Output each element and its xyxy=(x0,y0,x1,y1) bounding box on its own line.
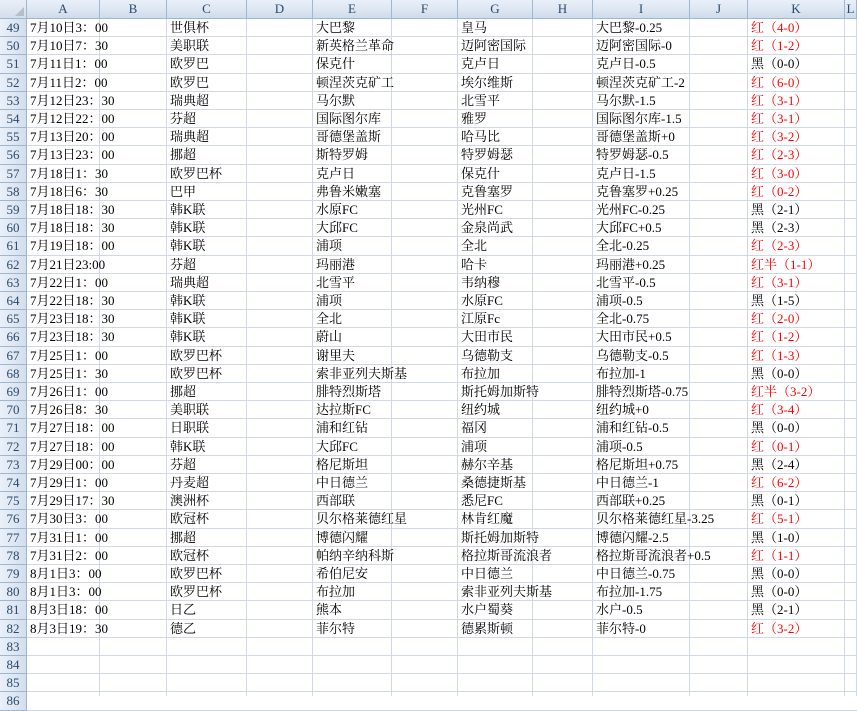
cell-K55[interactable]: 红（3-2） xyxy=(751,129,808,145)
cell-C75[interactable]: 澳洲杯 xyxy=(170,493,210,509)
cell-G80[interactable]: 索非亚列夫斯基 xyxy=(461,584,553,600)
cell-C67[interactable]: 欧罗巴杯 xyxy=(170,347,223,363)
cell-I74[interactable]: 中日德兰-1 xyxy=(596,475,659,490)
cell-G78[interactable]: 格拉斯哥流浪者 xyxy=(461,547,553,563)
cell-E55[interactable]: 哥德堡盖斯 xyxy=(316,129,382,145)
cell-I81[interactable]: 水户-0.5 xyxy=(596,602,643,618)
cell-I54[interactable]: 国际图尔库-1.5 xyxy=(596,111,682,126)
gridline-horizontal xyxy=(27,164,857,165)
cell-K80[interactable]: 黑（0-0） xyxy=(751,584,808,600)
row-header-68[interactable]: 68 xyxy=(0,365,27,383)
cell-A60[interactable]: 7月18日18：30 xyxy=(30,220,115,236)
cell-A50[interactable]: 7月10日7：30 xyxy=(30,38,109,54)
gridline-horizontal xyxy=(27,437,857,438)
cell-G66[interactable]: 大田市民 xyxy=(461,329,514,345)
cell-G56[interactable]: 特罗姆瑟 xyxy=(461,147,514,163)
cell-K72[interactable]: 红（0-1） xyxy=(751,438,808,454)
gridline-horizontal xyxy=(27,691,857,692)
gridline-horizontal xyxy=(27,637,857,638)
cell-G65[interactable]: 江原Fc xyxy=(461,311,501,327)
row-header-79[interactable]: 79 xyxy=(0,565,27,583)
row-header-77[interactable]: 77 xyxy=(0,529,27,547)
cell-A53[interactable]: 7月12日23：30 xyxy=(30,92,115,108)
cell-K64[interactable]: 黑（1-5） xyxy=(751,293,808,308)
cell-C80[interactable]: 欧罗巴杯 xyxy=(170,584,223,600)
cell-K75[interactable]: 黑（0-1） xyxy=(751,493,808,509)
cell-I55[interactable]: 哥德堡盖斯+0 xyxy=(596,129,675,145)
row-header-62[interactable]: 62 xyxy=(0,256,27,274)
row-header-82[interactable]: 82 xyxy=(0,620,27,638)
cell-A55[interactable]: 7月13日20：00 xyxy=(30,129,115,145)
cell-C50[interactable]: 美职联 xyxy=(170,38,210,54)
cell-I52[interactable]: 顿涅茨克矿工-2 xyxy=(596,74,685,90)
cell-K71[interactable]: 黑（0-0） xyxy=(751,420,808,436)
cell-I67[interactable]: 乌德勒支-0.5 xyxy=(596,347,669,363)
cell-I68[interactable]: 布拉加-1 xyxy=(596,365,646,381)
cell-I71[interactable]: 浦和红钻-0.5 xyxy=(596,420,669,436)
row-header-72[interactable]: 72 xyxy=(0,438,27,456)
cell-I66[interactable]: 大田市民+0.5 xyxy=(596,329,672,345)
cell-A57[interactable]: 7月18日1：30 xyxy=(30,165,109,181)
cell-I56[interactable]: 特罗姆瑟-0.5 xyxy=(596,147,669,163)
cell-E73[interactable]: 格尼斯坦 xyxy=(316,456,369,472)
cell-G62[interactable]: 哈卡 xyxy=(461,256,488,272)
cell-G63[interactable]: 韦纳穆 xyxy=(461,274,501,290)
cell-C65[interactable]: 韩K联 xyxy=(170,311,206,327)
cell-E67[interactable]: 谢里夫 xyxy=(316,347,356,363)
cell-I49[interactable]: 大巴黎-0.25 xyxy=(596,20,663,35)
cell-K77[interactable]: 黑（1-0） xyxy=(751,529,808,545)
row-header-56[interactable]: 56 xyxy=(0,146,27,164)
gridline-horizontal xyxy=(27,364,857,365)
cell-I58[interactable]: 克鲁塞罗+0.25 xyxy=(596,183,679,199)
cell-K51[interactable]: 黑（0-0） xyxy=(751,56,808,72)
cell-K58[interactable]: 红（0-2） xyxy=(751,183,808,199)
row-header-70[interactable]: 70 xyxy=(0,401,27,419)
cell-E57[interactable]: 克卢日 xyxy=(316,165,356,181)
row-header-53[interactable]: 53 xyxy=(0,92,27,110)
cell-A74[interactable]: 7月29日1：00 xyxy=(30,475,109,490)
cell-C77[interactable]: 挪超 xyxy=(170,529,197,545)
cell-E77[interactable]: 博德闪耀 xyxy=(316,529,369,545)
gridline-horizontal xyxy=(27,473,857,474)
cell-A79[interactable]: 8月1日3：00 xyxy=(30,566,102,581)
cell-C57[interactable]: 欧罗巴杯 xyxy=(170,165,223,181)
cell-K66[interactable]: 红（1-2） xyxy=(751,329,808,345)
cell-E66[interactable]: 蔚山 xyxy=(316,329,343,345)
cell-A63[interactable]: 7月22日1：00 xyxy=(30,274,109,290)
gridline-horizontal xyxy=(27,400,857,401)
cell-K49[interactable]: 红（4-0） xyxy=(751,20,808,35)
cell-C72[interactable]: 韩K联 xyxy=(170,438,206,454)
gridline-horizontal xyxy=(27,418,857,419)
cell-K62[interactable]: 红半（1-1） xyxy=(751,256,821,272)
cell-K54[interactable]: 红（3-1） xyxy=(751,111,808,126)
cell-G57[interactable]: 保克什 xyxy=(461,165,501,181)
cell-G75[interactable]: 悉尼FC xyxy=(461,493,503,509)
cell-I53[interactable]: 马尔默-1.5 xyxy=(596,92,656,108)
cell-I61[interactable]: 全北-0.25 xyxy=(596,238,650,254)
cell-K67[interactable]: 红（1-3） xyxy=(751,347,808,363)
cell-G55[interactable]: 哈马比 xyxy=(461,129,501,145)
cell-K68[interactable]: 黑（0-0） xyxy=(751,365,808,381)
row-header-55[interactable]: 55 xyxy=(0,128,27,146)
gridline-horizontal xyxy=(27,600,857,601)
cell-C60[interactable]: 韩K联 xyxy=(170,220,206,236)
cell-C66[interactable]: 韩K联 xyxy=(170,329,206,345)
cell-A82[interactable]: 8月3日19：30 xyxy=(30,620,109,636)
cell-I62[interactable]: 玛丽港+0.25 xyxy=(596,256,666,272)
cell-E69[interactable]: 腓特烈斯塔 xyxy=(316,384,382,399)
cell-E51[interactable]: 保克什 xyxy=(316,56,356,72)
row-header-84[interactable]: 84 xyxy=(0,656,27,674)
cell-G54[interactable]: 雅罗 xyxy=(461,111,488,126)
cell-A66[interactable]: 7月23日18：30 xyxy=(30,329,115,345)
cell-C82[interactable]: 德乙 xyxy=(170,620,197,636)
gridline-horizontal xyxy=(27,182,857,183)
row-header-64[interactable]: 64 xyxy=(0,292,27,310)
cell-E59[interactable]: 水原FC xyxy=(316,202,358,217)
cell-C54[interactable]: 芬超 xyxy=(170,111,197,126)
cell-A64[interactable]: 7月22日18：30 xyxy=(30,293,115,308)
cell-E64[interactable]: 浦项 xyxy=(316,293,343,308)
cell-G81[interactable]: 水户蜀葵 xyxy=(461,602,514,618)
column-header-D[interactable]: D xyxy=(247,0,313,19)
cell-A69[interactable]: 7月26日1：00 xyxy=(30,384,109,399)
cell-A81[interactable]: 8月3日18：00 xyxy=(30,602,109,618)
cell-A72[interactable]: 7月27日18：00 xyxy=(30,438,115,454)
gridline-horizontal xyxy=(27,73,857,74)
cell-A62[interactable]: 7月21日23:00 xyxy=(30,256,106,272)
gridline-horizontal xyxy=(27,236,857,237)
row-header-71[interactable]: 71 xyxy=(0,419,27,437)
cell-C59[interactable]: 韩K联 xyxy=(170,202,206,217)
cell-C64[interactable]: 韩K联 xyxy=(170,293,206,308)
cell-G71[interactable]: 福冈 xyxy=(461,420,488,436)
select-all-triangle-icon xyxy=(15,7,24,16)
cell-G53[interactable]: 北雪平 xyxy=(461,92,501,108)
row-header-86[interactable]: 86 xyxy=(0,692,27,710)
cell-E74[interactable]: 中日德兰 xyxy=(316,475,369,490)
cell-E58[interactable]: 弗鲁米嫩塞 xyxy=(316,183,382,199)
cell-K57[interactable]: 红（3-0） xyxy=(751,165,808,181)
column-header-A[interactable]: A xyxy=(27,0,100,19)
gridline-horizontal xyxy=(27,509,857,510)
cell-G50[interactable]: 迈阿密国际 xyxy=(461,38,527,54)
cell-I79[interactable]: 中日德兰-0.75 xyxy=(596,566,676,581)
cell-A73[interactable]: 7月29日00：00 xyxy=(30,456,115,472)
cell-C73[interactable]: 芬超 xyxy=(170,456,197,472)
row-header-65[interactable]: 65 xyxy=(0,310,27,328)
cell-G49[interactable]: 皇马 xyxy=(461,20,488,35)
cell-I57[interactable]: 克卢日-1.5 xyxy=(596,165,656,181)
cell-C61[interactable]: 韩K联 xyxy=(170,238,206,254)
gridline-horizontal xyxy=(27,382,857,383)
row-header-59[interactable]: 59 xyxy=(0,201,27,219)
row-header-80[interactable]: 80 xyxy=(0,583,27,601)
gridline-horizontal xyxy=(27,36,857,37)
cell-G76[interactable]: 林肯红魔 xyxy=(461,511,514,527)
cell-A75[interactable]: 7月29日17：30 xyxy=(30,493,115,509)
cell-E79[interactable]: 希伯尼安 xyxy=(316,566,369,581)
gridline-horizontal xyxy=(27,255,857,256)
gridline-horizontal xyxy=(27,710,857,711)
cell-E54[interactable]: 国际图尔库 xyxy=(316,111,382,126)
cells-area xyxy=(27,19,857,696)
cell-C68[interactable]: 欧罗巴杯 xyxy=(170,365,223,381)
column-header-B[interactable]: B xyxy=(100,0,167,19)
gridline-horizontal xyxy=(27,528,857,529)
gridline-vertical xyxy=(246,19,247,696)
cell-K81[interactable]: 黑（2-1） xyxy=(751,602,808,618)
cell-E56[interactable]: 斯特罗姆 xyxy=(316,147,369,163)
cell-C71[interactable]: 日职联 xyxy=(170,420,210,436)
cell-C63[interactable]: 瑞典超 xyxy=(170,274,210,290)
cell-C55[interactable]: 瑞典超 xyxy=(170,129,210,145)
cell-A71[interactable]: 7月27日18：00 xyxy=(30,420,115,436)
cell-G58[interactable]: 克鲁塞罗 xyxy=(461,183,514,199)
gridline-horizontal xyxy=(27,54,857,55)
cell-K53[interactable]: 红（3-1） xyxy=(751,92,808,108)
gridline-horizontal xyxy=(27,109,857,110)
gridline-horizontal xyxy=(27,655,857,656)
cell-E62[interactable]: 玛丽港 xyxy=(316,256,356,272)
cell-G79[interactable]: 中日德兰 xyxy=(461,566,514,581)
cell-K61[interactable]: 红（2-3） xyxy=(751,238,808,254)
cell-G52[interactable]: 埃尔维斯 xyxy=(461,74,514,90)
row-header-57[interactable]: 57 xyxy=(0,165,27,183)
cell-I50[interactable]: 迈阿密国际-0 xyxy=(596,38,672,54)
cell-G72[interactable]: 浦项 xyxy=(461,438,488,454)
cell-A76[interactable]: 7月30日3：00 xyxy=(30,511,109,527)
cell-G70[interactable]: 纽约城 xyxy=(461,402,501,418)
cell-C52[interactable]: 欧罗巴 xyxy=(170,74,210,90)
cell-I80[interactable]: 布拉加-1.75 xyxy=(596,584,663,600)
cell-E72[interactable]: 大邱FC xyxy=(316,438,358,454)
cell-A77[interactable]: 7月31日1：00 xyxy=(30,529,109,545)
cell-I82[interactable]: 菲尔特-0 xyxy=(596,620,646,636)
cell-G60[interactable]: 金泉尚武 xyxy=(461,220,514,236)
cell-C56[interactable]: 挪超 xyxy=(170,147,197,163)
row-header-75[interactable]: 75 xyxy=(0,492,27,510)
gridline-vertical xyxy=(689,19,690,696)
cell-G77[interactable]: 斯托姆加斯特 xyxy=(461,529,540,545)
cell-K69[interactable]: 红半（3-2） xyxy=(751,384,821,399)
cell-C58[interactable]: 巴甲 xyxy=(170,183,197,199)
cell-G82[interactable]: 德累斯顿 xyxy=(461,620,514,636)
row-header-85[interactable]: 85 xyxy=(0,674,27,692)
cell-G74[interactable]: 桑德捷斯基 xyxy=(461,475,527,490)
cell-E75[interactable]: 西部联 xyxy=(316,493,356,509)
gridline-horizontal xyxy=(27,291,857,292)
cell-C53[interactable]: 瑞典超 xyxy=(170,92,210,108)
cell-C51[interactable]: 欧罗巴 xyxy=(170,56,210,72)
cell-E80[interactable]: 布拉加 xyxy=(316,584,356,600)
cell-G51[interactable]: 克卢日 xyxy=(461,56,501,72)
row-header-51[interactable]: 51 xyxy=(0,55,27,73)
row-header-66[interactable]: 66 xyxy=(0,328,27,346)
cell-K76[interactable]: 红（5-1） xyxy=(751,511,808,527)
cell-I69[interactable]: 腓特烈斯塔-0.75 xyxy=(596,384,689,399)
cell-I70[interactable]: 纽约城+0 xyxy=(596,402,649,418)
cell-C74[interactable]: 丹麦超 xyxy=(170,475,210,490)
cell-C62[interactable]: 芬超 xyxy=(170,256,197,272)
gridline-horizontal xyxy=(27,273,857,274)
cell-I65[interactable]: 全北-0.75 xyxy=(596,311,650,327)
cell-I63[interactable]: 北雪平-0.5 xyxy=(596,274,656,290)
cell-A70[interactable]: 7月26日8：30 xyxy=(30,402,109,418)
gridline-horizontal xyxy=(27,346,857,347)
cell-C81[interactable]: 日乙 xyxy=(170,602,197,618)
row-header-63[interactable]: 63 xyxy=(0,274,27,292)
row-header-50[interactable]: 50 xyxy=(0,37,27,55)
cell-I77[interactable]: 博德闪耀-2.5 xyxy=(596,529,669,545)
gridline-horizontal xyxy=(27,200,857,201)
row-header-83[interactable]: 83 xyxy=(0,638,27,656)
row-header-60[interactable]: 60 xyxy=(0,219,27,237)
cell-E52[interactable]: 顿涅茨克矿工 xyxy=(316,74,395,90)
gridline-horizontal xyxy=(27,673,857,674)
cell-I78[interactable]: 格拉斯哥流浪者+0.5 xyxy=(596,547,711,563)
row-header-69[interactable]: 69 xyxy=(0,383,27,401)
cell-I59[interactable]: 光州FC-0.25 xyxy=(596,202,665,217)
cell-K65[interactable]: 红（2-0） xyxy=(751,311,808,327)
column-header-J[interactable]: J xyxy=(690,0,748,19)
cell-E76[interactable]: 贝尔格莱德红星 xyxy=(316,511,408,527)
cell-E65[interactable]: 全北 xyxy=(316,311,343,327)
gridline-horizontal xyxy=(27,564,857,565)
gridline-horizontal xyxy=(27,327,857,328)
cell-C79[interactable]: 欧罗巴杯 xyxy=(170,566,223,581)
cell-A80[interactable]: 8月1日3：00 xyxy=(30,584,102,600)
row-header-67[interactable]: 67 xyxy=(0,347,27,365)
column-header-L[interactable]: L xyxy=(845,0,857,19)
cell-G64[interactable]: 水原FC xyxy=(461,293,503,308)
column-header-G[interactable]: G xyxy=(458,0,533,19)
gridline-vertical xyxy=(844,19,845,696)
cell-K50[interactable]: 红（1-2） xyxy=(751,38,808,54)
cell-G73[interactable]: 赫尔辛基 xyxy=(461,456,514,472)
cell-E82[interactable]: 菲尔特 xyxy=(316,620,356,636)
gridline-horizontal xyxy=(27,127,857,128)
gridline-horizontal xyxy=(27,218,857,219)
cell-K52[interactable]: 红（6-0） xyxy=(751,74,808,90)
cell-A68[interactable]: 7月25日1：30 xyxy=(30,365,109,381)
cell-C49[interactable]: 世俱杯 xyxy=(170,20,210,35)
cell-K74[interactable]: 红（6-2） xyxy=(751,475,808,490)
gridline-horizontal xyxy=(27,582,857,583)
cell-K63[interactable]: 红（3-1） xyxy=(751,274,808,290)
cell-E68[interactable]: 索非亚列夫斯基 xyxy=(316,365,408,381)
gridline-horizontal xyxy=(27,491,857,492)
cell-G61[interactable]: 全北 xyxy=(461,238,488,254)
cell-E60[interactable]: 大邱FC xyxy=(316,220,358,236)
column-header-I[interactable]: I xyxy=(593,0,690,19)
gridline-horizontal xyxy=(27,619,857,620)
cell-A59[interactable]: 7月18日18：30 xyxy=(30,202,115,217)
cell-I51[interactable]: 克卢日-0.5 xyxy=(596,56,656,72)
cell-E63[interactable]: 北雪平 xyxy=(316,274,356,290)
cell-A49[interactable]: 7月10日3：00 xyxy=(30,20,109,35)
cell-I72[interactable]: 浦项-0.5 xyxy=(596,438,643,454)
cell-I60[interactable]: 大邱FC+0.5 xyxy=(596,220,662,236)
column-header-F[interactable]: F xyxy=(392,0,458,19)
row-header-78[interactable]: 78 xyxy=(0,547,27,565)
cell-A51[interactable]: 7月11日1：00 xyxy=(30,56,108,72)
cell-E49[interactable]: 大巴黎 xyxy=(316,20,356,35)
cell-I73[interactable]: 格尼斯坦+0.75 xyxy=(596,456,679,472)
cell-I76[interactable]: 贝尔格莱德红星-3.25 xyxy=(596,511,715,527)
cell-I64[interactable]: 浦项-0.5 xyxy=(596,293,643,308)
cell-I75[interactable]: 西部联+0.25 xyxy=(596,493,666,509)
select-all-corner[interactable] xyxy=(0,0,27,19)
column-header-H[interactable]: H xyxy=(533,0,593,19)
cell-A58[interactable]: 7月18日6：30 xyxy=(30,183,109,199)
gridline-vertical xyxy=(391,19,392,696)
cell-C76[interactable]: 欧冠杯 xyxy=(170,511,210,527)
row-header-73[interactable]: 73 xyxy=(0,456,27,474)
gridline-horizontal xyxy=(27,455,857,456)
gridline-horizontal xyxy=(27,145,857,146)
cell-E53[interactable]: 马尔默 xyxy=(316,92,356,108)
cell-C69[interactable]: 挪超 xyxy=(170,384,197,399)
row-header-74[interactable]: 74 xyxy=(0,474,27,492)
cell-K78[interactable]: 红（1-1） xyxy=(751,547,808,563)
row-header-54[interactable]: 54 xyxy=(0,110,27,128)
row-header-81[interactable]: 81 xyxy=(0,601,27,619)
cell-E70[interactable]: 达拉斯FC xyxy=(316,402,371,418)
row-header-49[interactable]: 49 xyxy=(0,19,27,37)
row-header-76[interactable]: 76 xyxy=(0,510,27,528)
cell-A61[interactable]: 7月19日18：00 xyxy=(30,238,115,254)
cell-G69[interactable]: 斯托姆加斯特 xyxy=(461,384,540,399)
row-header-61[interactable]: 61 xyxy=(0,237,27,255)
cell-G59[interactable]: 光州FC xyxy=(461,202,503,217)
cell-A52[interactable]: 7月11日2：00 xyxy=(30,74,108,90)
cell-A78[interactable]: 7月31日2：00 xyxy=(30,547,109,563)
cell-K60[interactable]: 黑（2-3） xyxy=(751,220,808,236)
column-header-C[interactable]: C xyxy=(167,0,247,19)
cell-A54[interactable]: 7月12日22：00 xyxy=(30,111,115,126)
cell-C70[interactable]: 美职联 xyxy=(170,402,210,418)
cell-K79[interactable]: 黑（0-0） xyxy=(751,566,808,581)
column-header-E[interactable]: E xyxy=(313,0,392,19)
row-header-58[interactable]: 58 xyxy=(0,183,27,201)
gridline-horizontal xyxy=(27,309,857,310)
row-header-52[interactable]: 52 xyxy=(0,74,27,92)
cell-E61[interactable]: 浦项 xyxy=(316,238,343,254)
cell-K59[interactable]: 黑（2-1） xyxy=(751,202,808,217)
cell-E50[interactable]: 新英格兰革命 xyxy=(316,38,395,54)
cell-K82[interactable]: 红（3-2） xyxy=(751,620,808,636)
cell-E78[interactable]: 帕纳辛纳科斯 xyxy=(316,547,395,563)
gridline-horizontal xyxy=(27,91,857,92)
cell-G67[interactable]: 乌德勒支 xyxy=(461,347,514,363)
column-header-K[interactable]: K xyxy=(748,0,845,19)
cell-A67[interactable]: 7月25日1：00 xyxy=(30,347,109,363)
cell-G68[interactable]: 布拉加 xyxy=(461,365,501,381)
cell-K73[interactable]: 黑（2-4） xyxy=(751,456,808,472)
cell-C78[interactable]: 欧冠杯 xyxy=(170,547,210,563)
gridline-horizontal xyxy=(27,546,857,547)
cell-K70[interactable]: 红（3-4） xyxy=(751,402,808,418)
cell-E71[interactable]: 浦和红钻 xyxy=(316,420,369,436)
cell-E81[interactable]: 熊本 xyxy=(316,602,343,618)
cell-K56[interactable]: 红（2-3） xyxy=(751,147,808,163)
cell-A56[interactable]: 7月13日23：00 xyxy=(30,147,115,163)
cell-A65[interactable]: 7月23日18：30 xyxy=(30,311,115,327)
